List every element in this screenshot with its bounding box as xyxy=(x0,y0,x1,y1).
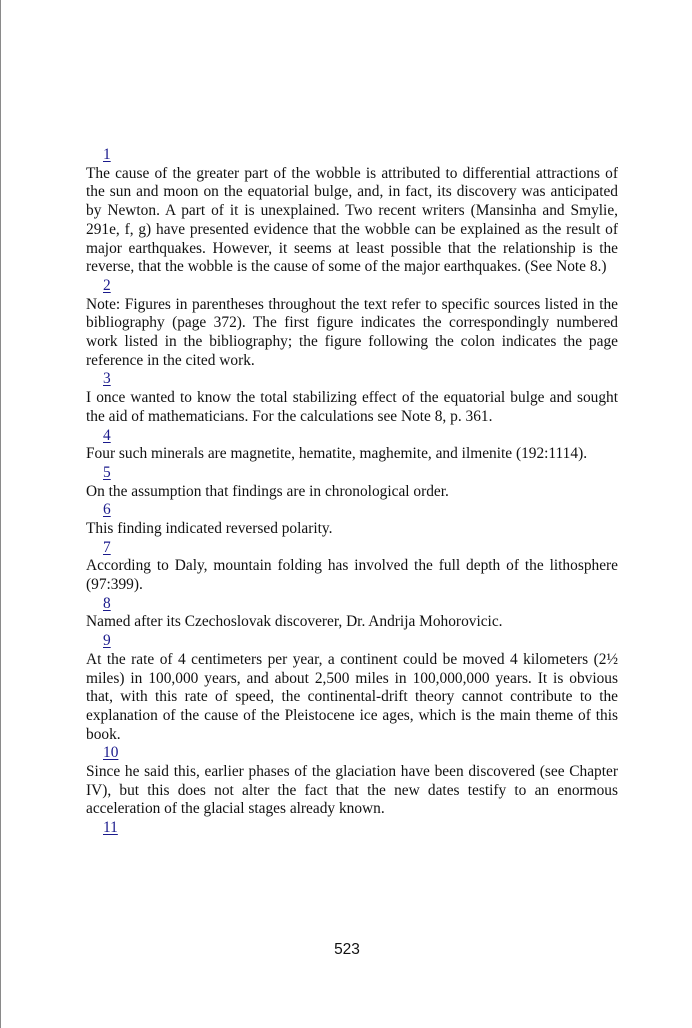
page-number: 523 xyxy=(334,941,360,958)
footnote-4 xyxy=(86,427,618,464)
footnote-8-text: Named after its Czechoslovak discoverer, Dr. Andrija Mohorovicic. xyxy=(86,613,503,631)
footnote-7 xyxy=(86,539,618,595)
footnote-number xyxy=(86,539,618,558)
footnote-5-link[interactable]: 5 xyxy=(103,463,111,481)
footnote-5-text: On the assumption that findings are in chronological order. xyxy=(86,482,449,500)
footnote-9-link[interactable]: 9 xyxy=(103,632,111,650)
footnote-9-text: At the rate of 4 centimeters per year, a continent could be moved 4 kilometers (2½ miles) in 100,000 years, and about 2,500 miles in 100,000,000 years. It is obvious that, with this rate of speed, the continental-drift theory cannot contribute to the explanation of the cause of the Pleistocene ice ages, which is the main theme of this book. xyxy=(86,650,618,743)
footnote-7-link[interactable]: 7 xyxy=(103,538,111,556)
footnote-4-link[interactable]: 4 xyxy=(103,426,111,444)
footnote-2-text: Note: Figures in parentheses throughout the text refer to specific sources listed in the bibliography (page 372). The first figure indicates the correspondingly numbered work listed in the bibliography; the figure following the colon indicates the page reference in the cited work. xyxy=(86,295,618,369)
footnote-5 xyxy=(86,464,618,501)
footnote-10-text: Since he said this, earlier phases of the glaciation have been discovered (see Chapter IV), but this does not alter the fact that the new dates testify to an enormous acceleration of the glacial stages already known. xyxy=(86,763,618,818)
footnote-7-text: According to Daly, mountain folding has involved the full depth of the lithosphere (97:399). xyxy=(86,557,618,594)
footnote-number xyxy=(86,632,618,651)
footnote-number xyxy=(86,277,618,296)
footnote-8-link[interactable]: 8 xyxy=(103,594,111,612)
footnote-3-link[interactable]: 3 xyxy=(103,370,111,388)
footnote-number xyxy=(86,370,618,389)
footnote-2 xyxy=(86,277,618,371)
footnote-11 xyxy=(86,819,618,838)
footnote-4-text: Four such minerals are magnetite, hematite, maghemite, and ilmenite (192:1114). xyxy=(86,445,588,463)
footnote-1-link[interactable]: 1 xyxy=(103,146,111,163)
footnote-10-link[interactable]: 10 xyxy=(103,744,119,762)
footnote-8 xyxy=(86,595,618,632)
footnote-1 xyxy=(86,146,618,277)
footnote-10 xyxy=(86,744,618,819)
footnote-number xyxy=(86,819,618,838)
footnote-6 xyxy=(86,501,618,538)
document-page xyxy=(1,0,692,1028)
footnote-number xyxy=(86,146,618,165)
footnote-1-text: The cause of the greater part of the wobble is attributed to differential attractions of the sun and moon on the equatorial bulge, and, in fact, its discovery was anticipated by Newton. A part of it is unexplained. Two recent writers (Mansinha and Smylie, 291e, f, g) have presented evidence that the wobble can be explained as the result of major earthquakes. However, it seems at least possible that the relationship is the reverse, that the wobble is the cause of some of the major earthquakes. (See Note 8.) xyxy=(86,164,618,276)
footnote-6-text: This finding indicated reversed polarity. xyxy=(86,519,333,537)
footnote-3 xyxy=(86,370,618,426)
footnote-6-link[interactable]: 6 xyxy=(103,501,111,519)
footnote-3-text: I once wanted to know the total stabilizing effect of the equatorial bulge and sought the aid of mathematicians. For the calculations see Note 8, p. 361. xyxy=(86,389,618,425)
footnotes-list xyxy=(86,146,618,838)
footnote-number xyxy=(86,595,618,614)
footnote-number xyxy=(86,744,618,763)
footnote-number xyxy=(86,427,618,446)
footnote-2-link[interactable]: 2 xyxy=(103,276,111,294)
footnote-number xyxy=(86,464,618,483)
footnote-11-link[interactable]: 11 xyxy=(103,819,118,837)
footnote-9 xyxy=(86,632,618,744)
footnote-number xyxy=(86,501,618,520)
